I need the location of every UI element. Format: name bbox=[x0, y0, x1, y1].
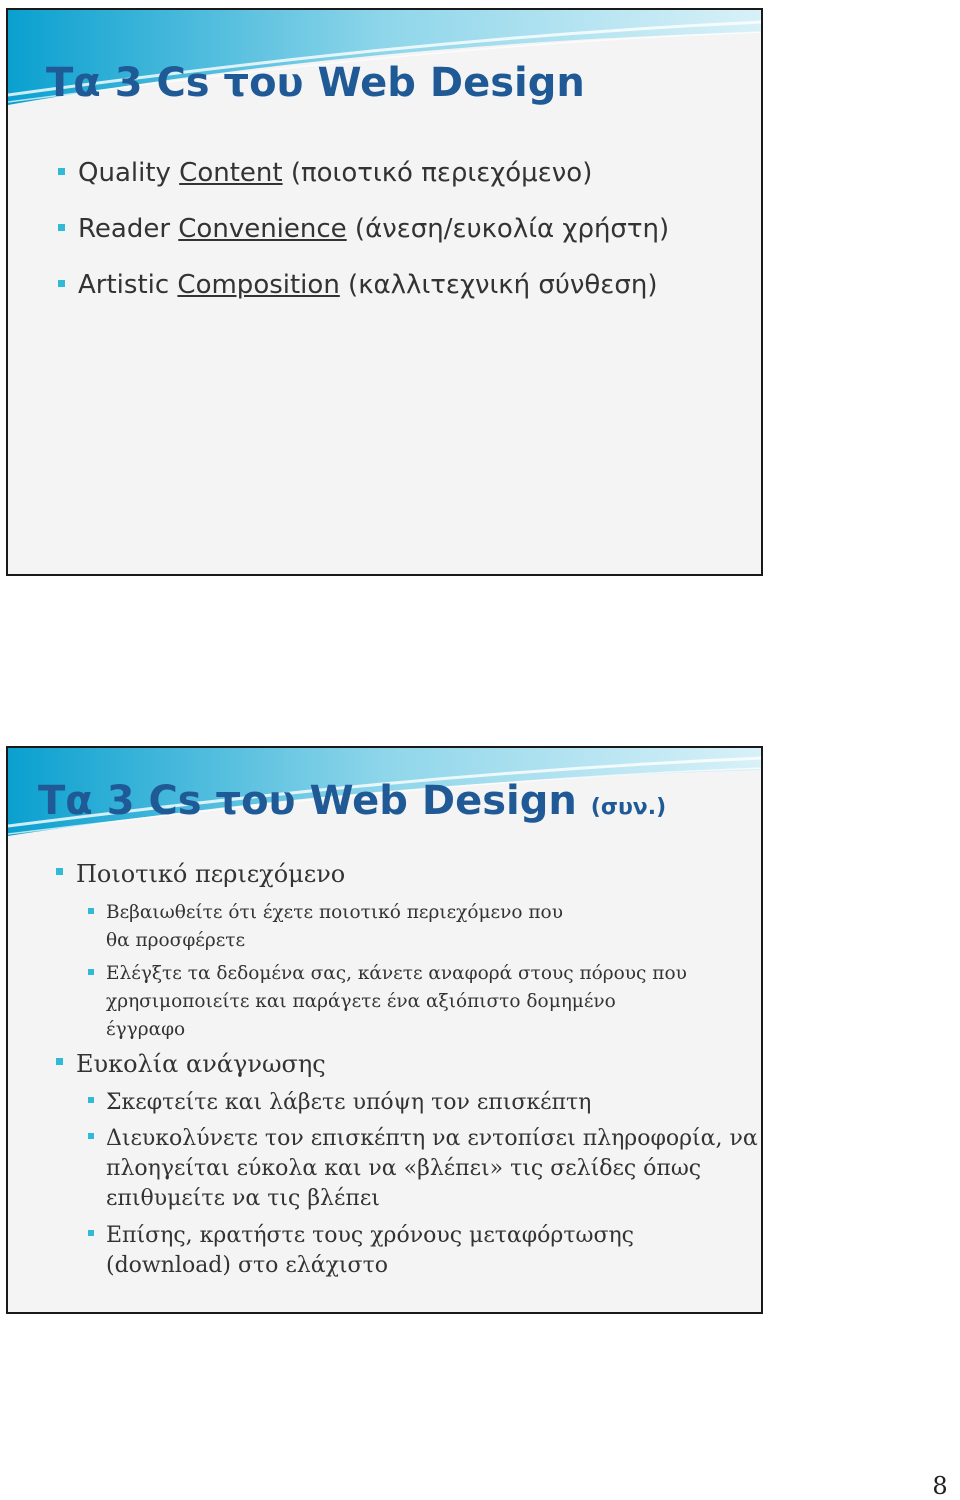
bullet-text-greek: (καλλιτεχνική σύνθεση) bbox=[339, 270, 658, 300]
sub-bullet-line: Διευκολύνετε τον επισκέπτη να εντοπίσει πληροφορία, να bbox=[106, 1126, 758, 1151]
sub-bullet-line: έγγραφο bbox=[106, 1019, 186, 1040]
slide-1-bullet bbox=[58, 214, 669, 244]
bullet-term-underlined: Composition bbox=[177, 270, 340, 300]
bullet-square-icon bbox=[88, 1097, 94, 1103]
sub-bullet-line: Επίσης, κρατήστε τους χρόνους μεταφόρτωσης bbox=[106, 1223, 634, 1248]
slide-2-title-suffix: (συν.) bbox=[590, 795, 667, 820]
sub-bullet bbox=[88, 960, 687, 1044]
bullet-square-icon bbox=[58, 280, 65, 287]
bullet-square-icon bbox=[56, 1058, 63, 1065]
sub-bullet bbox=[88, 1124, 758, 1214]
slide-1 bbox=[6, 8, 763, 576]
sub-bullet-line: Βεβαιωθείτε ότι έχετε ποιοτικό περιεχόμενο που bbox=[106, 902, 563, 923]
section-heading-text: Ευκολία ανάγνωσης bbox=[76, 1050, 326, 1078]
bullet-text-greek: (άνεση/ευκολία χρήστη) bbox=[346, 214, 670, 244]
section-heading-text: Ποιοτικό περιεχόμενο bbox=[76, 860, 346, 888]
sub-bullet bbox=[88, 1088, 591, 1118]
bullet-square-icon bbox=[88, 908, 94, 914]
bullet-term-underlined: Content bbox=[179, 158, 283, 188]
bullet-text-english: Artistic bbox=[78, 270, 178, 300]
sub-bullet-line: θα προσφέρετε bbox=[106, 930, 246, 951]
sub-bullet bbox=[88, 1221, 634, 1281]
bullet-square-icon bbox=[58, 168, 65, 175]
section-heading bbox=[56, 1050, 326, 1078]
bullet-text-greek: (ποιοτικό περιεχόμενο) bbox=[282, 158, 593, 188]
slide-2-title-text: Τα 3 Cs του Web Design bbox=[38, 778, 577, 824]
bullet-square-icon bbox=[58, 224, 65, 231]
sub-bullet-line: (download) στο ελάχιστο bbox=[106, 1253, 388, 1278]
sub-bullet-line: χρησιμοποιείτε και παράγετε ένα αξιόπιστο δομημένο bbox=[106, 991, 616, 1012]
section-heading bbox=[56, 860, 345, 888]
bullet-square-icon bbox=[88, 969, 94, 975]
slide-2 bbox=[6, 746, 763, 1314]
sub-bullet-line: πλοηγείται εύκολα και να «βλέπει» τις σελίδες όπως bbox=[106, 1156, 702, 1181]
bullet-square-icon bbox=[56, 868, 63, 875]
sub-bullet-line: Ελέγξτε τα δεδομένα σας, κάνετε αναφορά στους πόρους που bbox=[106, 963, 687, 984]
sub-bullet bbox=[88, 899, 563, 955]
bullet-square-icon bbox=[88, 1133, 94, 1139]
sub-bullet-line: επιθυμείτε να τις βλέπει bbox=[106, 1186, 380, 1211]
bullet-text-english: Quality bbox=[78, 158, 180, 188]
bullet-text-english: Reader bbox=[78, 214, 179, 244]
page-number: 8 bbox=[932, 1472, 948, 1500]
sub-bullet-line: Σκεφτείτε και λάβετε υπόψη τον επισκέπτη bbox=[106, 1090, 592, 1115]
slide-2-title bbox=[38, 778, 666, 824]
slide-1-title: Τα 3 Cs του Web Design bbox=[46, 60, 585, 106]
slide-1-bullet bbox=[58, 158, 592, 188]
bullet-square-icon bbox=[88, 1230, 94, 1236]
slide-1-bullet bbox=[58, 270, 657, 300]
bullet-term-underlined: Convenience bbox=[178, 214, 347, 244]
